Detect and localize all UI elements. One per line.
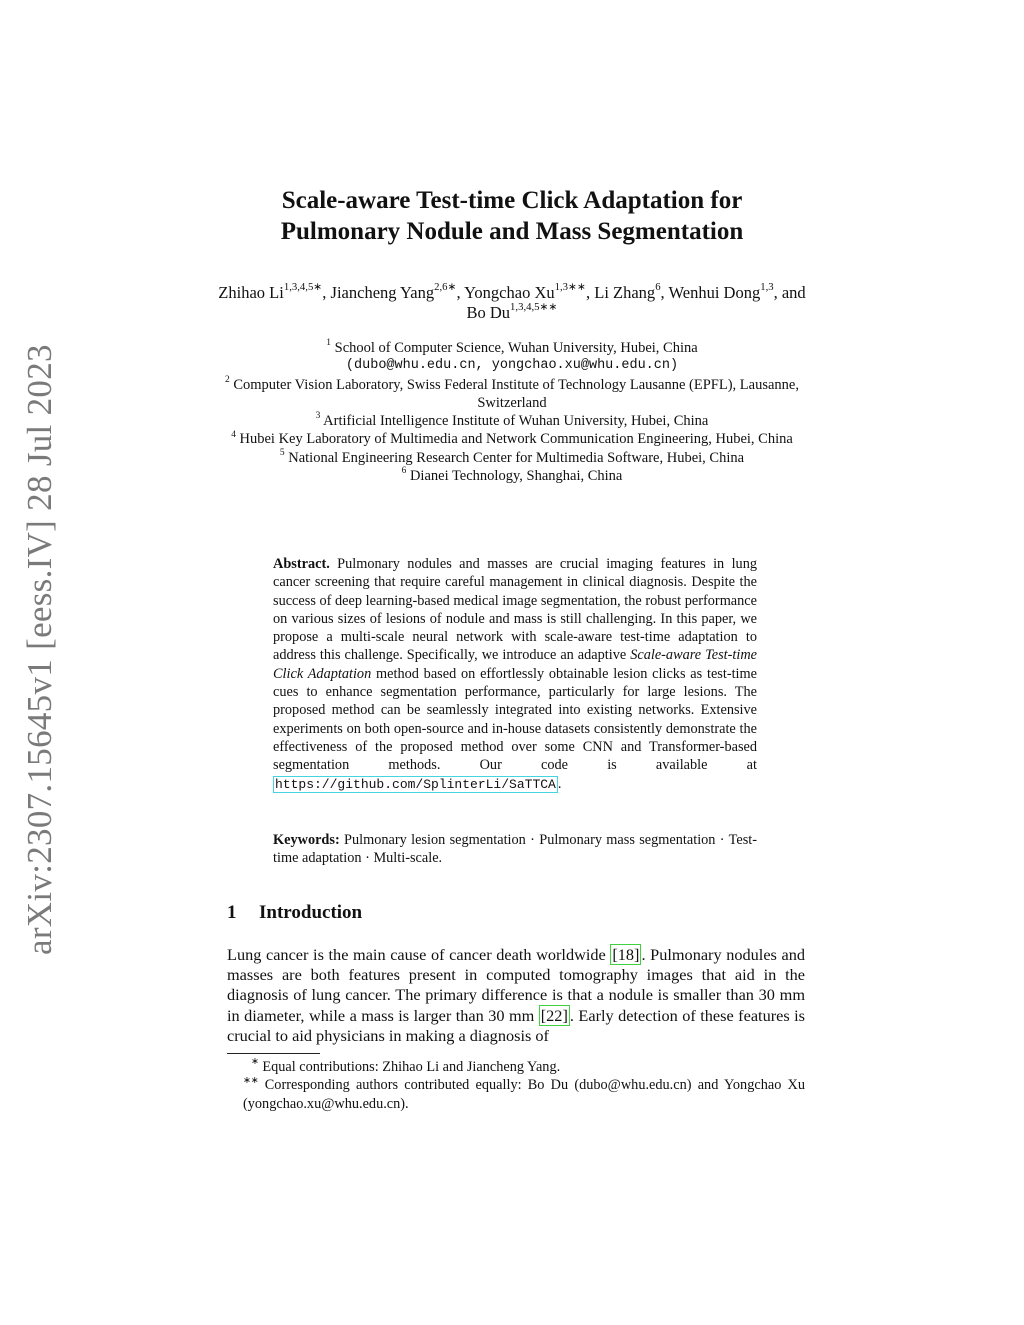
introduction-paragraph <box>227 945 805 1046</box>
author-superscript: 1,3 <box>760 281 774 294</box>
affiliation-3 <box>212 412 812 430</box>
intro-text: Lung cancer is the main cause of cancer death worldwide <box>227 945 606 964</box>
section-heading <box>227 902 362 924</box>
footnote-text: Equal contributions: Zhihao Li and Jiancheng Yang. <box>262 1059 561 1075</box>
affiliation-text: Dianei Technology, Shanghai, China <box>409 468 623 485</box>
author-superscript: 1,3,4,5∗ <box>283 281 323 294</box>
affiliation-marker: 3 <box>315 411 321 422</box>
affiliation-5 <box>212 449 812 467</box>
affiliation-6 <box>212 467 812 485</box>
footnote-marker: ∗ <box>251 1057 259 1068</box>
affiliation-marker: 1 <box>326 338 331 349</box>
code-repository-link[interactable]: https://github.com/SplinterLi/SaTTCA <box>275 776 556 792</box>
affiliation-text: Computer Vision Laboratory, Swiss Federal Institute of Technology Lausanne (EPFL), Lausanne, Switzerland <box>233 376 799 411</box>
intro-text: . Early detection of these features is crucial to aid physicians in making a diagnosis of <box>227 1005 806 1045</box>
author-superscript: 1,3,4,5∗∗ <box>510 301 558 314</box>
affiliation-marker: 5 <box>279 448 285 459</box>
keywords <box>273 831 757 868</box>
affiliation-text: School of Computer Science, Wuhan University, Hubei, China <box>334 340 698 356</box>
section-title: Introduction <box>259 902 363 923</box>
author-name: , Li Zhang <box>585 283 656 302</box>
title-line-1: Scale-aware Test-time Click Adaptation for <box>281 187 743 214</box>
footnote-1 <box>243 1058 805 1076</box>
affiliation-1 <box>212 339 812 357</box>
affiliation-text: Hubei Key Laboratory of Multimedia and Network Communication Engineering, Hubei, China <box>239 431 793 448</box>
author-list <box>212 283 812 323</box>
affiliation-4 <box>212 430 812 448</box>
author-name: , Yongchao Xu <box>456 283 555 302</box>
contact-emails: (dubo@whu.edu.cn, yongchao.xu@whu.edu.cn) <box>345 358 679 374</box>
affiliations <box>212 339 812 485</box>
footnotes <box>243 1058 805 1113</box>
abstract-text: Pulmonary nodules and masses are crucial imaging features in lung cancer screening that require careful management in clinical diagnosis. Despite the success of deep learning-based medical image segmentation, the robust performance on various sizes of lesions of nodule and mass is still challenging. In this paper, we propose a multi-scale neural network with scale-aware test-time adaptation to address this challenge. Specifically, we introduce an adaptive <box>273 556 757 664</box>
affiliation-marker: 6 <box>401 466 407 477</box>
citation-link[interactable]: [18] <box>612 945 640 964</box>
abstract-end: . <box>557 775 562 792</box>
author-name: , Jiancheng Yang <box>322 283 435 302</box>
author-superscript: 6 <box>655 281 661 294</box>
citation-link[interactable]: [22] <box>540 1005 568 1025</box>
affiliation-text: National Engineering Research Center for Multimedia Software, Hubei, China <box>288 449 745 466</box>
author-name: , Wenhui Dong <box>660 283 761 302</box>
author-name: Zhihao Li <box>218 283 284 302</box>
intro-text: . Pulmonary nodules and masses are both features present in computed tomography images that aid in the diagnosis of lung cancer. The primary difference is that a nodule is smaller than 30 mm in diameter, while a mass is larger than 30 mm <box>227 945 806 1025</box>
author-superscript: 2,6∗ <box>434 281 457 294</box>
abstract-label: Abstract. <box>273 556 330 572</box>
affiliation-marker: 4 <box>231 429 236 440</box>
keywords-label: Keywords: <box>273 832 340 848</box>
footnote-divider <box>227 1053 320 1054</box>
affiliation-text: Artificial Intelligence Institute of Wuhan University, Hubei, China <box>323 413 709 430</box>
abstract-text-continued: method based on effortlessly obtainable lesion clicks as test-time cues to enhance segmentation performance, particularly for large lesions. The proposed method can be seamlessly integrated into existing networks. Extensive experiments on both open-source and in-house datasets consistently demonstrate the effectiveness of the proposed method over some CNN and Transformer-based segmentation methods. Our code is available at <box>273 665 757 774</box>
footnote-2 <box>243 1076 805 1113</box>
footnote-marker: ∗∗ <box>243 1075 259 1086</box>
section-number: 1 <box>227 902 237 923</box>
paper-title <box>212 185 812 247</box>
footnote-text: Corresponding authors contributed equally: Bo Du (dubo@whu.edu.cn) and Yongchao Xu (yongchao.xu@whu.edu.cn). <box>243 1077 806 1112</box>
title-line-2: Pulmonary Nodule and Mass Segmentation <box>280 218 744 245</box>
arxiv-identifier: arXiv:2307.15645v1 [eess.IV] 28 Jul 2023 <box>20 344 59 955</box>
author-superscript: 1,3∗∗ <box>554 281 586 294</box>
keywords-text: Pulmonary lesion segmentation · Pulmonary mass segmentation · Test-time adaptation · Multi-scale. <box>273 832 757 867</box>
affiliation-marker: 2 <box>225 374 230 385</box>
abstract-method-name: Scale-aware Test-time Click Adaptation <box>273 647 758 682</box>
affiliation-2 <box>212 376 812 413</box>
author-name: , and Bo Du <box>466 283 806 322</box>
abstract <box>273 555 757 794</box>
